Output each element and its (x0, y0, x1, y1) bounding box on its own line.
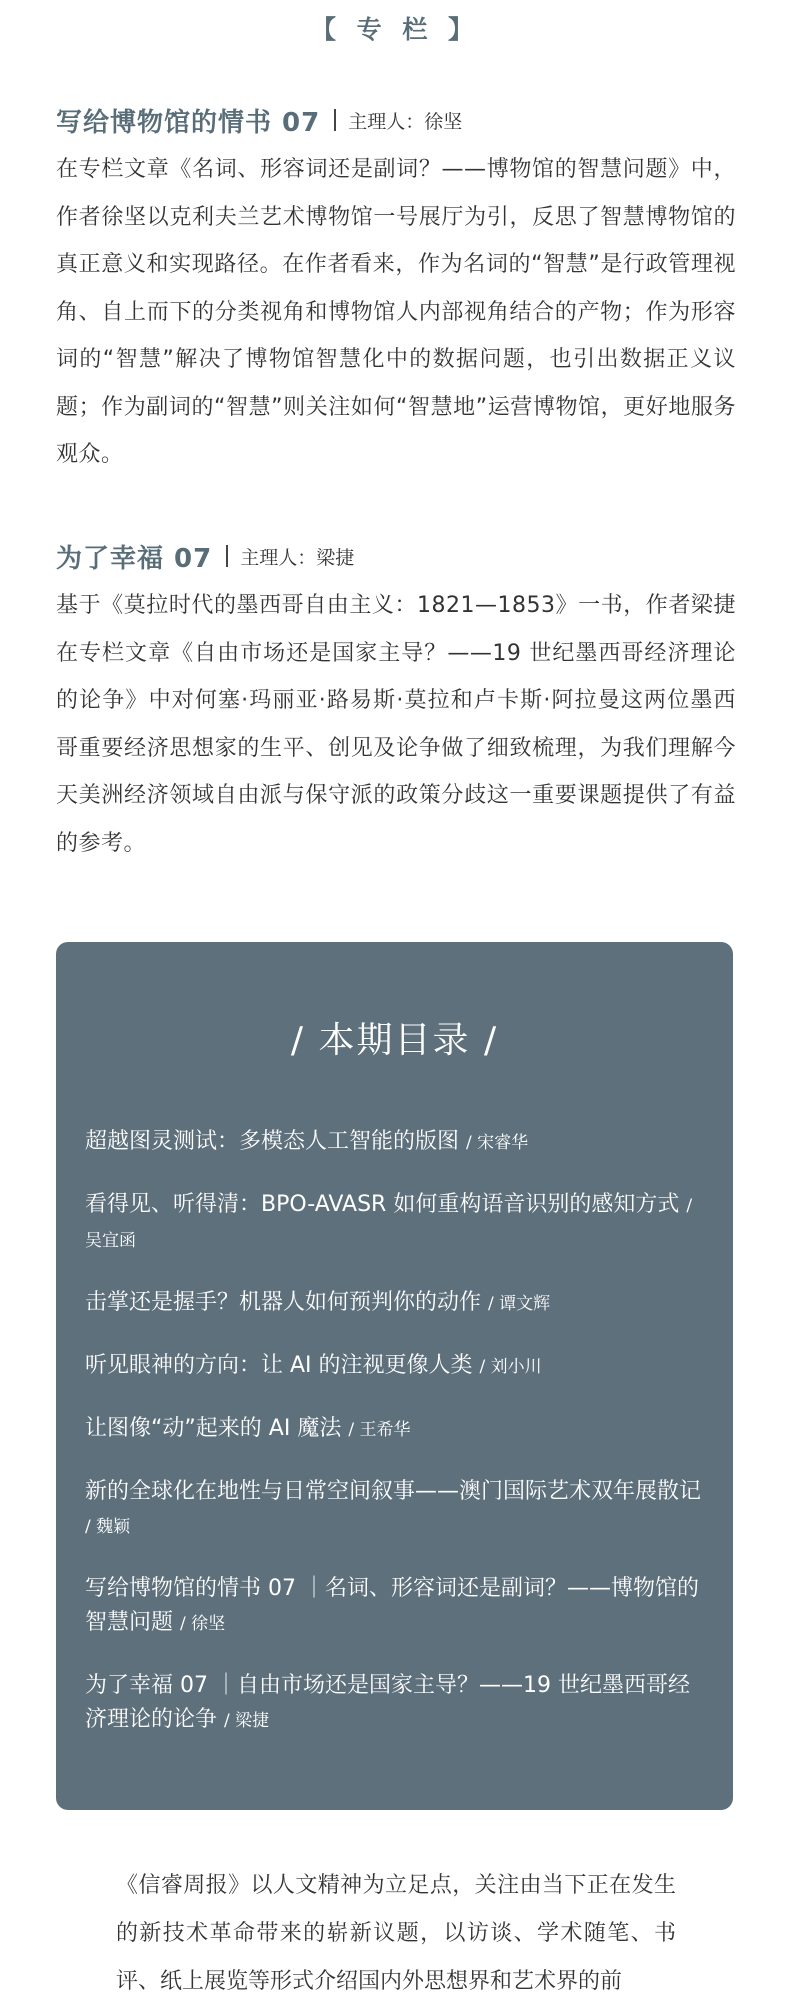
toc-item-title: 击掌还是握手？机器人如何预判你的动作 (85, 1290, 482, 1315)
toc-item-author: / 刘小川 (479, 1357, 542, 1377)
section-heading (56, 100, 736, 140)
table-of-contents (56, 942, 733, 1810)
section-title: 为了幸福 07 (56, 543, 213, 574)
section-heading (56, 536, 736, 576)
toc-item-author: / 吴宜函 (85, 1196, 693, 1251)
toc-item[interactable] (85, 1188, 710, 1258)
toc-item-title: 写给博物馆的情书 07 ｜名词、形容词还是副词？——博物馆的智慧问题 (85, 1576, 699, 1635)
toc-item-title: 新的全球化在地性与日常空间叙事——澳门国际艺术双年展散记 (85, 1479, 702, 1504)
toc-item-author: / 魏颖 (85, 1517, 131, 1537)
toc-item[interactable] (85, 1572, 710, 1641)
column-tag: 【 专 栏 】 (310, 15, 480, 44)
divider (226, 545, 228, 567)
toc-item[interactable] (85, 1349, 710, 1384)
section-host: 主理人：徐坚 (348, 110, 463, 133)
divider (334, 109, 336, 131)
toc-item[interactable] (85, 1286, 710, 1321)
toc-item-title: 为了幸福 07 ｜自由市场还是国家主导？——19 世纪墨西哥经济理论的论争 (85, 1673, 690, 1732)
toc-item-author: / 谭文辉 (488, 1294, 551, 1314)
toc-item[interactable] (85, 1125, 710, 1160)
toc-item-author: / 王希华 (348, 1420, 411, 1440)
section-title: 写给博物馆的情书 07 (56, 107, 321, 138)
toc-item-title: 让图像“动”起来的 AI 魔法 (85, 1416, 342, 1441)
section-body: 在专栏文章《名词、形容词还是副词？——博物馆的智慧问题》中，作者徐坚以克利夫兰艺术博物馆一号展厅为引，反思了智慧博物馆的真正意义和实现路径。在作者看来，作为名词的“智慧”是行政管理视角、自上而下的分类视角和博物馆人内部视角结合的产物；作为形容词的“智慧”解决了博物馆智慧化中的数据问题，也引出数据正义议题；作为副词的“智慧”则关注如何“智慧地”运营博物馆，更好地服务观众。 (56, 157, 736, 467)
toc-item-title: 看得见、听得清：BPO-AVASR 如何重构语音识别的感知方式 (85, 1192, 680, 1217)
toc-item[interactable] (85, 1475, 710, 1544)
column-section-happiness (56, 536, 736, 867)
toc-item-author: / 徐坚 (180, 1614, 226, 1634)
journal-intro: 《信睿周报》以人文精神为立足点，关注由当下正在发生的新技术革命带来的崭新议题，以访谈、学术随笔、书评、纸上展览等形式介绍国内外思想界和艺术界的前 (116, 1873, 676, 1994)
toc-item-author: / 梁捷 (224, 1711, 270, 1731)
toc-list (85, 1125, 710, 1766)
toc-item[interactable] (85, 1412, 710, 1447)
section-host: 主理人：梁捷 (240, 546, 355, 569)
toc-item-title: 超越图灵测试：多模态人工智能的版图 (85, 1129, 460, 1154)
toc-item-author: / 宋睿华 (466, 1133, 529, 1153)
toc-item-title: 听见眼神的方向：让 AI 的注视更像人类 (85, 1353, 473, 1378)
column-section-museum (56, 100, 736, 479)
toc-item[interactable] (85, 1669, 710, 1738)
toc-heading: / 本期目录 / (290, 1020, 499, 1061)
section-body: 基于《莫拉时代的墨西哥自由主义：1821—1853》一书，作者梁捷在专栏文章《自由市场还是国家主导？——19 世纪墨西哥经济理论的论争》中对何塞·玛丽亚·路易斯·莫拉和卢卡斯·阿拉曼这两位墨西哥重要经济思想家的生平、创见及论争做了细致梳理，为我们理解今天美洲经济领域自由派与保守派的政策分歧这一重要课题提供了有益的参考。 (56, 593, 736, 856)
